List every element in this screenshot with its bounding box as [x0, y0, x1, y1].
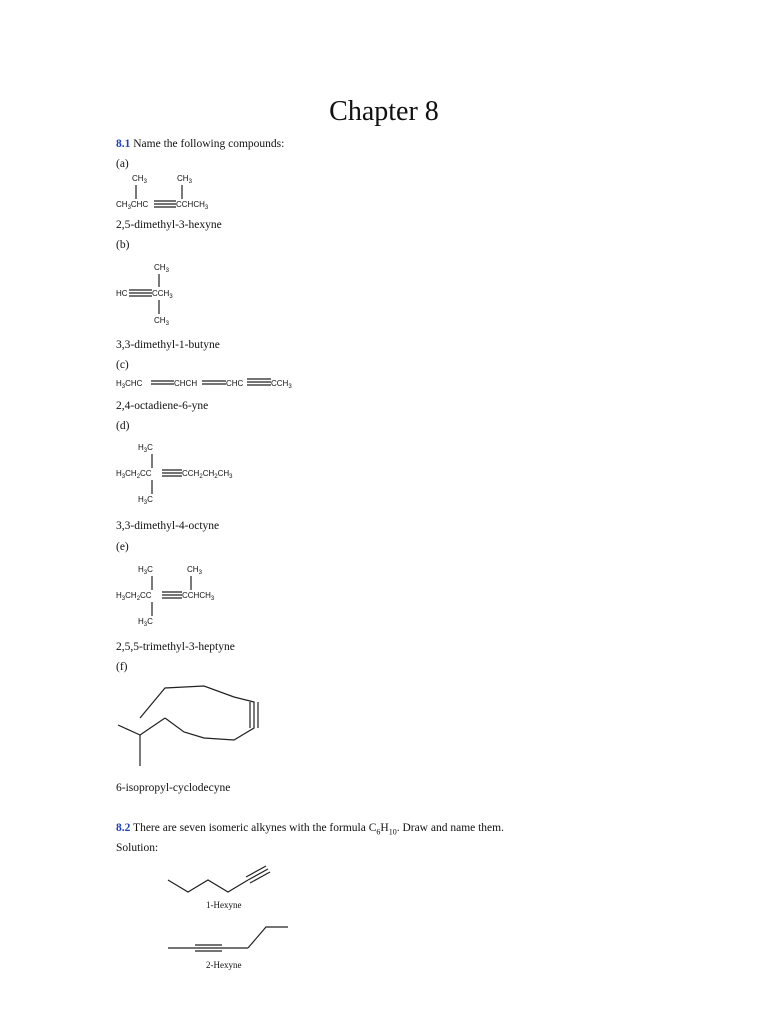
struct-e-right: $CCHCH_3$	[182, 591, 215, 602]
struct-d-bottom: $H_3C$	[138, 495, 153, 506]
name-a: 2,5-dimethyl-3-hexyne	[116, 219, 222, 231]
structure-e	[114, 560, 234, 628]
name-e: 2,5,5-trimethyl-3-heptyne	[116, 641, 235, 653]
name-b: 3,3-dimethyl-1-butyne	[116, 339, 220, 351]
subscript-6: 6	[376, 827, 381, 837]
problem-8-2-heading	[116, 821, 504, 839]
subscript-10: 10	[388, 827, 397, 837]
label-f: (f)	[116, 661, 128, 673]
struct-d-right: $CCH_2CH_2CH_3$	[182, 469, 233, 480]
structure-b	[114, 258, 204, 328]
compound-2-hexyne: 2-Hexyne	[206, 960, 242, 970]
chapter-title: Chapter 8	[329, 96, 439, 127]
problem-8-1-heading	[116, 137, 284, 151]
structure-c	[114, 374, 314, 392]
struct-a-ch3-left: $CH_3$	[132, 174, 147, 185]
problem-text-a: There are seven isomeric alkynes with the formula C	[130, 822, 377, 834]
struct-c-p2: CHCH	[174, 379, 198, 388]
struct-e-top-right: $CH_3$	[187, 565, 202, 576]
struct-e-left: $H_3CH_2CC$	[116, 591, 152, 602]
name-c: 2,4-octadiene-6-yne	[116, 400, 209, 412]
struct-e-bottom: $H_3C$	[138, 617, 153, 628]
structure-1-hexyne	[160, 860, 300, 916]
struct-c-p4: $CCH_3$	[271, 379, 292, 390]
name-d: 3,3-dimethyl-4-octyne	[116, 520, 220, 532]
struct-d-top: $H_3C$	[138, 443, 153, 454]
structure-a	[114, 170, 224, 214]
struct-b-right: $CCH_3$	[152, 289, 173, 300]
struct-a-left: $CH_3CHC$	[116, 200, 149, 211]
struct-c-p1: $H_3CHC$	[116, 379, 143, 390]
structure-2-hexyne	[160, 920, 300, 976]
structure-f	[110, 680, 280, 772]
struct-b-top: $CH_3$	[154, 263, 169, 274]
label-e: (e)	[116, 541, 129, 553]
solution-label: Solution:	[116, 842, 159, 854]
struct-b-bottom: $CH_3$	[154, 316, 169, 327]
structure-d	[114, 438, 254, 506]
problem-text-c: . Draw and name them.	[396, 822, 504, 834]
compound-1-hexyne: 1-Hexyne	[206, 900, 242, 910]
name-f: 6-isopropyl-cyclodecyne	[116, 782, 231, 794]
problem-number: 8.1	[116, 138, 131, 150]
struct-c-p3: CHC	[226, 379, 244, 388]
problem-number: 8.2	[116, 822, 131, 834]
struct-d-left: $H_3CH_2CC$	[116, 469, 152, 480]
struct-b-left: HC	[116, 289, 128, 298]
struct-a-right: $CCHCH_3$	[176, 200, 209, 211]
label-a: (a)	[116, 158, 129, 170]
label-c: (c)	[116, 359, 129, 371]
problem-text-b: H	[380, 822, 389, 834]
label-d: (d)	[116, 420, 130, 432]
label-b: (b)	[116, 239, 130, 251]
problem-prompt: Name the following compounds:	[130, 138, 285, 150]
struct-a-ch3-right: $CH_3$	[177, 174, 192, 185]
struct-e-top-left: $H_3C$	[138, 565, 153, 576]
